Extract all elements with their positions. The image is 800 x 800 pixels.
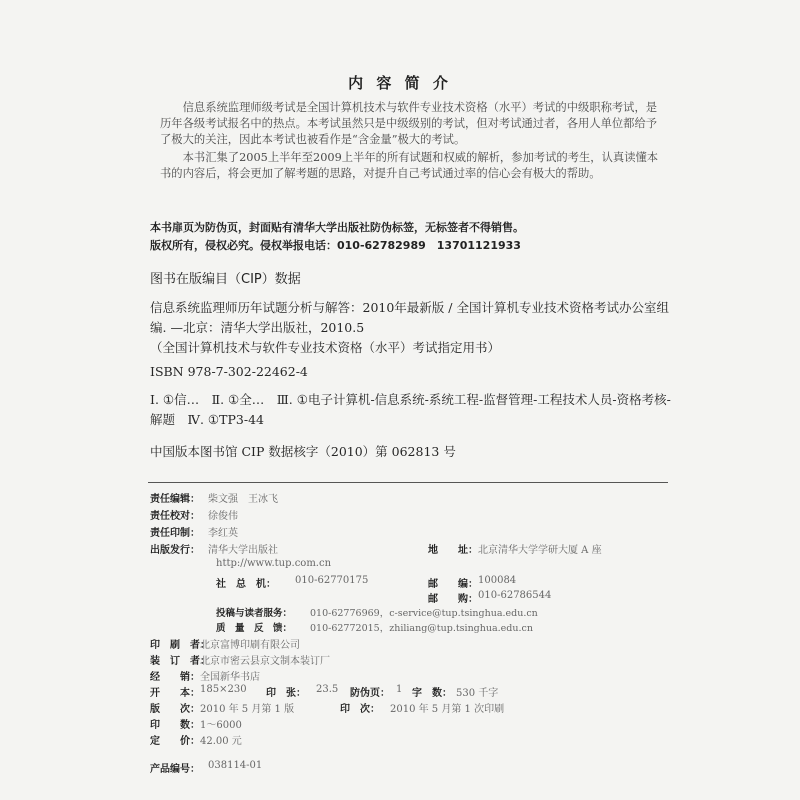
edition-value: 2010 年 5 月第 1 版	[200, 704, 295, 715]
reader-service-label: 投稿与读者服务：	[216, 608, 293, 619]
piracy-report-line: 版权所有，侵权必究。侵权举报电话：010-62782989 13701121933	[150, 239, 521, 252]
cip-entry-series: （全国计算机技术与软件专业技术资格（水平）考试指定用书）	[150, 340, 501, 355]
product-code-label: 产品编号：	[150, 764, 200, 775]
words-value: 530 千字	[456, 688, 499, 699]
quality-feedback-value: 010-62772015，zhiliang@tup.tsinghua.edu.cn	[310, 623, 533, 634]
printer-value: 北京富博印刷有限公司	[200, 640, 300, 651]
cip-entry-classification: Ⅰ. ①信… Ⅱ. ①全… Ⅲ. ①电子计算机-信息系统-系统工程-监督管理-工程技术人员-资格考核-解题 Ⅳ. ①TP3-44	[150, 392, 671, 427]
format-label: 开 本：	[150, 688, 200, 699]
address-value: 北京清华大学学研大厦 A 座	[478, 545, 602, 556]
mail-order-value: 010-62786544	[478, 590, 552, 601]
anti-fake-page-label: 防伪页：	[350, 688, 390, 699]
price-label: 定 价：	[150, 736, 200, 747]
anti-counterfeit-note: 本书扉页为防伪页，封面贴有清华大学出版社防伪标签，无标签者不得销售。	[150, 221, 524, 234]
postcode-label: 邮 编：	[428, 579, 478, 590]
quality-feedback-label: 质 量 反 馈：	[216, 623, 293, 634]
binder-label: 装 订 者：	[150, 656, 210, 667]
printing-label: 印 次：	[340, 704, 380, 715]
switchboard-value: 010-62770175	[295, 575, 369, 586]
website-value: http://www.tup.com.cn	[216, 558, 332, 569]
page-title: 内 容 简 介	[348, 74, 452, 92]
binder-value: 北京市密云县京文制本装订厂	[200, 656, 330, 667]
divider	[148, 482, 668, 483]
words-label: 字 数：	[412, 688, 452, 699]
printer-label: 印 刷 者：	[150, 640, 210, 651]
postcode-value: 100084	[478, 575, 517, 586]
sheets-value: 23.5	[316, 684, 339, 695]
proof-label: 责任校对：	[150, 511, 200, 522]
intro-paragraph: 本书汇集了2005上半年至2009上半年的所有试题和权威的解析，参加考试的考生，认真读懂本书的内容后，将会更加了解考题的思路，对提升自己考试通过率的信心会有极大的帮助。	[160, 151, 659, 180]
format-value: 185×230	[200, 684, 247, 695]
edition-label: 版 次：	[150, 704, 200, 715]
price-value: 42.00 元	[200, 736, 242, 747]
publisher-value: 清华大学出版社	[208, 545, 278, 556]
copies-value: 1～6000	[200, 720, 242, 731]
reader-service-value: 010-62776969，c-service@tup.tsinghua.edu.cn	[310, 608, 538, 619]
product-code-value: 038114-01	[208, 760, 263, 771]
distributor-value: 全国新华书店	[200, 672, 260, 683]
anti-fake-page-value: 1	[396, 684, 403, 695]
intro-paragraph: 信息系统监理师级考试是全国计算机技术与软件专业技术资格（水平）考试的中级职称考试，是历年各级考试报名中的热点。本考试虽然只是中级级别的考试，但对考试通过者，各用人单位都给予了极大的关注，因此本考试也被看作是“含金量”极大的考试。	[160, 101, 658, 146]
proof-value: 徐俊伟	[208, 511, 238, 522]
cip-heading: 图书在版编目（CIP）数据	[150, 272, 301, 287]
editor-value: 柴文强 王冰飞	[208, 494, 278, 505]
sheets-label: 印 张：	[266, 688, 306, 699]
mail-order-label: 邮 购：	[428, 594, 478, 605]
print-manager-value: 李红英	[208, 528, 238, 539]
publisher-label: 出版发行：	[150, 545, 200, 556]
cip-entry-isbn: ISBN 978-7-302-22462-4	[150, 364, 308, 379]
print-manager-label: 责任印制：	[150, 528, 200, 539]
editor-label: 责任编辑：	[150, 494, 200, 505]
cip-entry-title: 信息系统监理师历年试题分析与解答：2010年最新版 / 全国计算机专业技术资格考试办公室组编. —北京：清华大学出版社，2010.5	[150, 300, 669, 335]
copies-label: 印 数：	[150, 720, 200, 731]
printing-value: 2010 年 5 月第 1 次印刷	[390, 704, 505, 715]
cip-entry-record: 中国版本图书馆 CIP 数据核字（2010）第 062813 号	[150, 444, 456, 459]
distributor-label: 经 销：	[150, 672, 200, 683]
switchboard-label: 社 总 机：	[216, 579, 276, 590]
address-label: 地 址：	[428, 545, 478, 556]
